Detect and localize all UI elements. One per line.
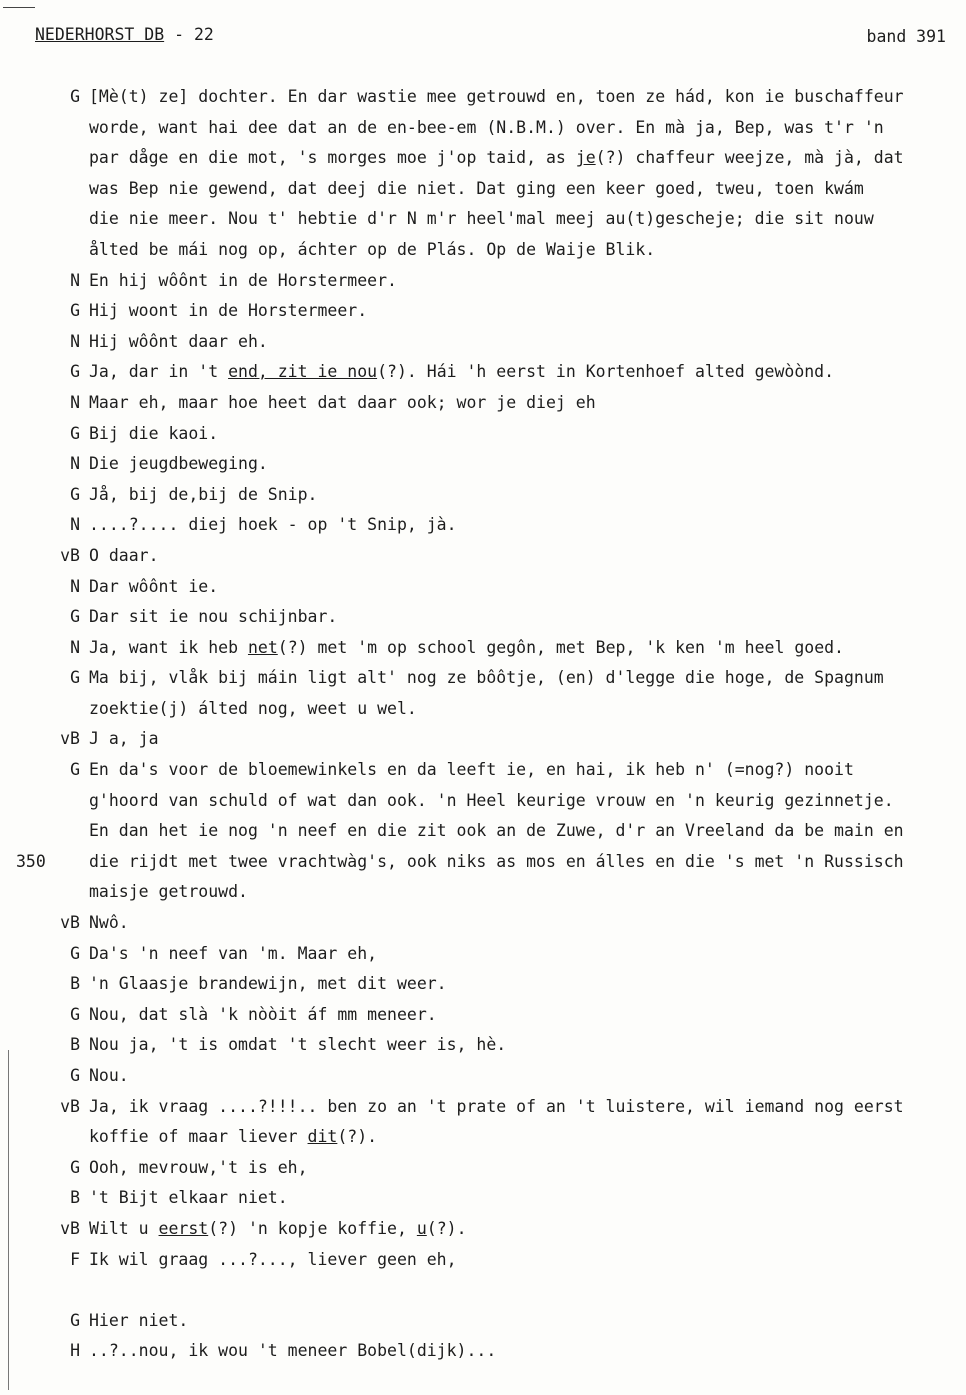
- speaker-label: G: [70, 87, 80, 106]
- page-header-left: [35, 25, 214, 44]
- utterance-text: ..?..nou, ik wou 't meneer Bobel(dijk)...: [89, 1341, 497, 1361]
- transcript-line: [0, 755, 966, 786]
- transcript-line: [0, 663, 966, 694]
- speaker-label: N: [70, 392, 80, 412]
- speaker-label: G: [70, 362, 80, 382]
- transcript-line: [0, 449, 966, 480]
- utterance-text: Ooh, mevrouw,'t is eh,: [89, 1157, 308, 1177]
- utterance-text: worde, want hai dee dat an de en-bee-em (N.B.M.) over. En mà ja, Bep, was t'r 'n: [89, 117, 884, 137]
- utterance-text: [89, 357, 834, 388]
- page-number: - 22: [174, 25, 214, 44]
- underlined-word: je: [575, 148, 596, 168]
- transcript-line: [0, 143, 966, 174]
- utterance-text: Ma bij, vlåk bij máin ligt alt' nog ze bôôtje, (en) d'legge die hoge, de Spagnum: [89, 668, 884, 688]
- speaker-label: vB: [60, 913, 80, 933]
- transcript-line: [0, 1030, 966, 1061]
- utterance-text: Hij wôônt daar eh.: [89, 331, 268, 351]
- speaker-label: vB: [60, 1218, 80, 1238]
- utterance-text: was Bep nie gewend, dat deej die niet. Dat ging een keer goed, tweu, toen kwám: [89, 178, 864, 198]
- document-title: NEDERHORST DB: [35, 25, 165, 44]
- utterance-text: [Mè(t) ze] dochter. En dar wastie mee getrouwd en, toen ze hád, kon ie buschaffeur: [89, 87, 904, 106]
- band-label: band 391: [866, 27, 946, 46]
- transcript-line: [0, 1061, 966, 1092]
- transcript-line: [0, 1000, 966, 1031]
- transcript-line: [0, 724, 966, 755]
- transcript-line: [0, 82, 966, 113]
- transcript-line: [0, 1275, 966, 1306]
- transcript-line: [0, 694, 966, 725]
- speaker-label: G: [70, 1310, 80, 1330]
- speaker-label: B: [70, 1188, 80, 1208]
- utterance-text: Jå, bij de,bij de Snip.: [89, 484, 318, 504]
- speaker-label: B: [70, 974, 80, 994]
- speaker-label: G: [70, 1157, 80, 1177]
- transcript-line: [0, 877, 966, 908]
- transcript-line: [0, 1092, 966, 1123]
- transcript-line: [0, 1153, 966, 1184]
- utterance-text: Nwô.: [89, 913, 129, 933]
- text-segment: koffie of maar liever: [89, 1127, 308, 1147]
- transcript-line: [0, 419, 966, 450]
- utterance-text: zoektie(j) álted nog, weet u wel.: [89, 698, 417, 718]
- text-segment: par dåge en die mot, 's morges moe j'op taid, as: [89, 148, 576, 168]
- speaker-label: N: [70, 515, 80, 535]
- utterance-text: g'hoord van schuld of wat dan ook. 'n Heel keurige vrouw en 'n keurig gezinnetje.: [89, 790, 894, 810]
- speaker-label: G: [70, 1066, 80, 1085]
- transcript-line: [0, 1183, 966, 1214]
- margin-line-number: 350: [16, 851, 46, 871]
- transcript-line: [0, 174, 966, 205]
- transcript-line: [0, 572, 966, 603]
- underlined-word: dit: [307, 1127, 338, 1147]
- transcript-line: [0, 816, 966, 847]
- speaker-label: N: [70, 637, 80, 657]
- text-segment: Ja, dar in 't: [89, 362, 229, 382]
- transcript-line: [0, 510, 966, 541]
- transcript-line: [0, 480, 966, 511]
- speaker-label: G: [70, 1004, 80, 1024]
- transcript-line: [0, 969, 966, 1000]
- utterance-text: Da's 'n neef van 'm. Maar eh,: [89, 943, 378, 963]
- transcript-line: [0, 266, 966, 297]
- speaker-label: N: [70, 331, 80, 351]
- speaker-label: N: [70, 270, 80, 290]
- transcript-line: [0, 633, 966, 664]
- utterance-text: En dan het ie nog 'n neef en die zit ook an de Zuwe, d'r an Vreeland da be main en: [89, 821, 904, 841]
- utterance-text: 'n Glaasje brandewijn, met dit weer.: [89, 974, 447, 994]
- speaker-label: vB: [60, 729, 80, 749]
- utterance-text: Hier niet.: [89, 1310, 189, 1330]
- utterance-text: Ja, ik vraag ....?!!!.. ben zo an 't prate of an 't luistere, wil iemand nog eerst: [89, 1096, 904, 1116]
- speaker-label: vB: [60, 1096, 80, 1116]
- utterance-text: maisje getrouwd.: [89, 882, 248, 902]
- utterance-text: [89, 633, 844, 664]
- speaker-label: G: [70, 668, 80, 688]
- utterance-text: En da's voor de bloemewinkels en da leeft ie, en hai, ik heb n' (=nog?) nooit: [89, 760, 854, 780]
- underlined-word: end, zit ie nou: [228, 362, 378, 382]
- utterance-text: ....?.... diej hoek - op 't Snip, jà.: [89, 515, 457, 535]
- transcript-line: [0, 786, 966, 817]
- text-segment: (?) 'n kopje koffie,: [208, 1218, 417, 1238]
- utterance-text: En hij wôônt in de Horstermeer.: [89, 270, 397, 290]
- speaker-label: F: [70, 1249, 80, 1269]
- utterance-text: ålted be mái nog op, áchter op de Plás. Op de Waije Blik.: [89, 239, 656, 259]
- speaker-label: N: [70, 576, 80, 596]
- utterance-text: Hij woont in de Horstermeer.: [89, 301, 368, 321]
- underlined-word: eerst: [158, 1218, 209, 1238]
- speaker-label: H: [70, 1341, 80, 1361]
- transcript-line: [0, 1245, 966, 1276]
- utterance-text: Nou, dat slà 'k nòòit áf mm meneer.: [89, 1004, 437, 1024]
- utterance-text: Maar eh, maar hoe heet dat daar ook; wor je diej eh: [89, 392, 596, 412]
- text-segment: (?) chaffeur weejze, mà jà, dat: [595, 148, 904, 168]
- transcript-line: [0, 847, 966, 878]
- utterance-text: Ik wil graag ...?..., liever geen eh,: [89, 1249, 457, 1269]
- speaker-label: G: [70, 760, 80, 780]
- utterance-text: die rijdt met twee vrachtwàg's, ook niks as mos en álles en die 's met 'n Russisch: [89, 851, 904, 871]
- text-segment: (?). Hái 'h eerst in Kortenhoef alted gewòònd.: [377, 362, 835, 382]
- utterance-text: J a, ja: [89, 729, 159, 749]
- transcript-line: [0, 235, 966, 266]
- utterance-text: Die jeugdbeweging.: [89, 454, 268, 474]
- text-segment: Wilt u: [89, 1218, 159, 1238]
- transcript: [0, 82, 966, 1367]
- transcript-line: [0, 327, 966, 358]
- transcript-line: [0, 908, 966, 939]
- text-segment: (?).: [337, 1127, 378, 1147]
- utterance-text: Dar wôônt ie.: [89, 576, 219, 596]
- utterance-text: O daar.: [89, 545, 159, 565]
- utterance-text: die nie meer. Nou t' hebtie d'r N m'r heel'mal meej au(t)gescheje; die sit nouw: [89, 209, 874, 229]
- transcript-line: [0, 1306, 966, 1337]
- transcript-line: [0, 113, 966, 144]
- transcript-line: [0, 939, 966, 970]
- utterance-text: Nou ja, 't is omdat 't slecht weer is, hè.: [89, 1035, 507, 1055]
- speaker-label: N: [70, 454, 80, 474]
- speaker-label: G: [70, 943, 80, 963]
- transcript-line: [0, 602, 966, 633]
- transcript-line: [0, 357, 966, 388]
- transcript-line: [0, 388, 966, 419]
- speaker-label: G: [70, 301, 80, 321]
- speaker-label: G: [70, 607, 80, 627]
- text-segment: (?).: [426, 1218, 467, 1238]
- text-segment: (?) met 'm op school gegôn, met Bep, 'k ken 'm heel goed.: [277, 637, 844, 657]
- utterance-text: [89, 1214, 467, 1245]
- transcript-line: [0, 1336, 966, 1367]
- speaker-label: B: [70, 1035, 80, 1055]
- transcript-line: [0, 1122, 966, 1153]
- underlined-word: net: [247, 637, 278, 657]
- underlined-word: u: [416, 1218, 427, 1238]
- speaker-label: vB: [60, 545, 80, 565]
- transcript-line: [0, 1214, 966, 1245]
- speaker-label: G: [70, 484, 80, 504]
- utterance-text: 't Bijt elkaar niet.: [89, 1188, 288, 1208]
- utterance-text: Bij die kaoi.: [89, 423, 219, 443]
- utterance-text: [89, 1122, 377, 1153]
- speaker-label: G: [70, 423, 80, 443]
- utterance-text: Dar sit ie nou schijnbar.: [89, 607, 338, 627]
- transcript-line: [0, 296, 966, 327]
- header-rule: [3, 7, 35, 8]
- transcript-line: [0, 541, 966, 572]
- transcript-line: [0, 204, 966, 235]
- utterance-text: Nou.: [89, 1066, 129, 1085]
- text-segment: Ja, want ik heb: [89, 637, 248, 657]
- utterance-text: [89, 143, 904, 174]
